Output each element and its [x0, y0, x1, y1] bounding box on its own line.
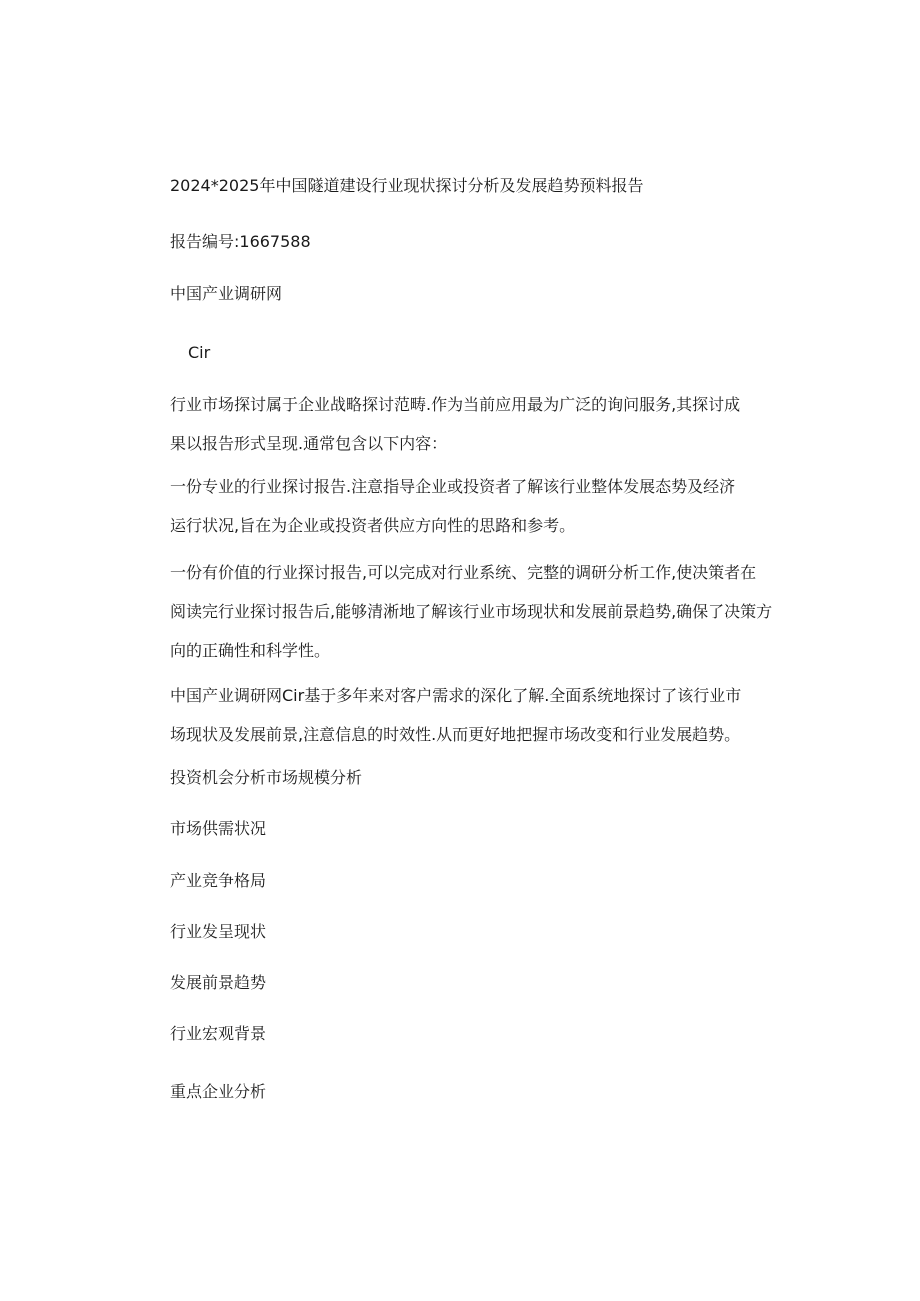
publisher-name: 中国产业调研网: [170, 284, 283, 303]
paragraph-2: [170, 467, 790, 545]
paragraph-3: [170, 553, 790, 670]
paragraph-line: 向的正确性和科学性。: [170, 641, 331, 660]
paragraph-line: 阅读完行业探讨报告后,能够清淅地了解该行业市场现状和发展前景趋势,确保了决策方: [170, 602, 773, 621]
list-item: 产业竞争格局: [170, 871, 267, 890]
paragraph-line: 果以报告形式呈现.通常包含以下内容：: [170, 434, 448, 453]
paragraph-line: 运行状况,旨在为企业或投资者供应方向性的思路和参考。: [170, 516, 576, 535]
paragraph-4: [170, 676, 790, 754]
list-item: 发展前景趋势: [170, 973, 267, 992]
list-item: 投资机会分析市场规模分析: [170, 768, 363, 787]
paragraph-line: 中国产业调研网Cir基于多年来对客户需求的深化了解.全面系统地探讨了该行业市: [170, 686, 742, 705]
report-number: 报告编号:1667588: [170, 232, 311, 251]
list-item: 行业宏观背景: [170, 1024, 267, 1043]
document-title: 2024*2025年中国隧道建设行业现状探讨分析及发展趋势预料报告: [170, 176, 644, 195]
publisher-tag: Cir: [188, 343, 211, 362]
paragraph-line: 一份专业的行业探讨报告.注意指导企业或投资者了解该行业整体发展态势及经济: [170, 477, 736, 496]
paragraph-1: [170, 385, 790, 463]
paragraph-line: 一份有价值的行业探讨报告,可以完成对行业系统、完整的调研分析工作,使决策者在: [170, 563, 757, 582]
paragraph-line: 场现状及发展前景,注意信息的时效性.从而更好地把握市场改变和行业发展趋势。: [170, 725, 741, 744]
list-item: 行业发呈现状: [170, 922, 267, 941]
list-item: 市场供需状况: [170, 819, 267, 838]
list-item: 重点企业分析: [170, 1082, 267, 1101]
paragraph-line: 行业市场探讨属于企业战略探讨范畴.作为当前应用最为广泛的询问服务,其探讨成: [170, 395, 741, 414]
